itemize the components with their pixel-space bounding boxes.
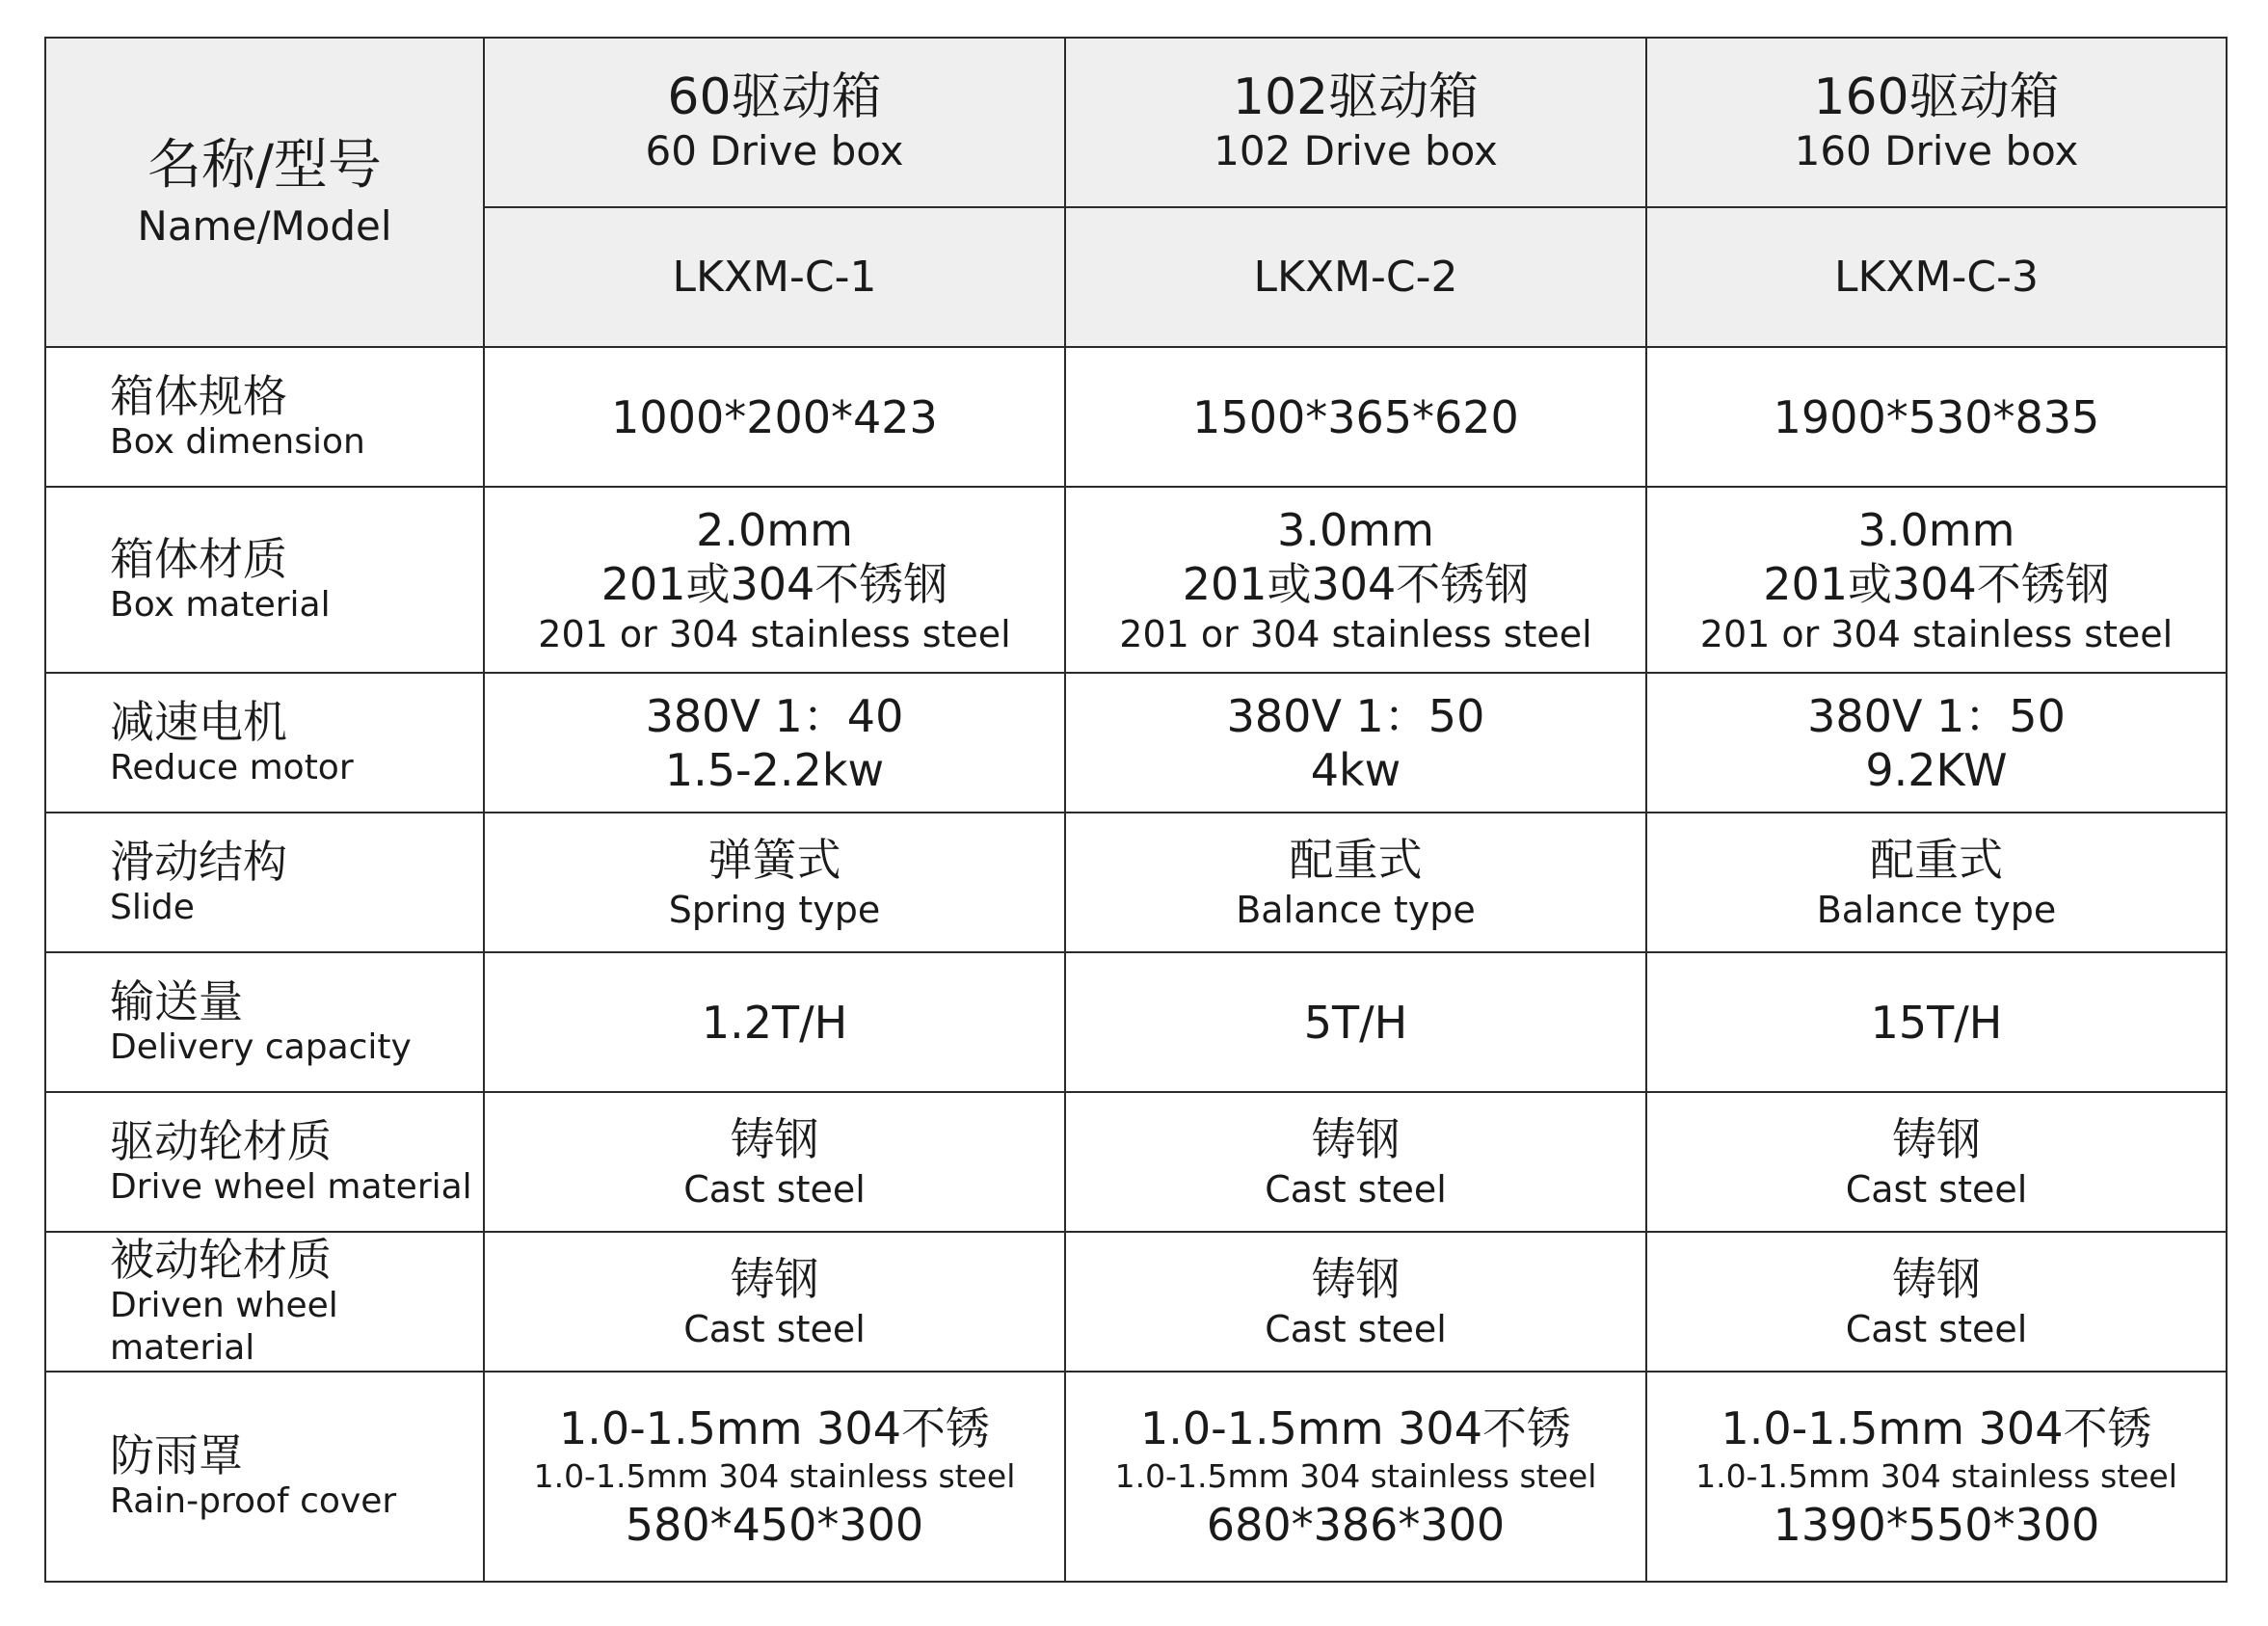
slide-type-en: Balance type bbox=[1236, 888, 1476, 931]
row-label bbox=[45, 1232, 484, 1372]
column-header-60 bbox=[484, 38, 1065, 207]
spec-table bbox=[44, 37, 2228, 1583]
wheel-material-zh: 铸钢 bbox=[1892, 1112, 1981, 1165]
model-code-cell bbox=[1065, 207, 1646, 347]
model-code: LKXM-C-1 bbox=[672, 252, 877, 302]
motor-power: 9.2KW bbox=[1865, 743, 2008, 796]
value-cell bbox=[1065, 347, 1646, 487]
value-cell bbox=[484, 813, 1065, 952]
wheel-material-zh: 铸钢 bbox=[1311, 1112, 1401, 1165]
slide-type-en: Balance type bbox=[1816, 888, 2057, 931]
row-slide bbox=[45, 813, 2227, 952]
material-en: 201 or 304 stainless steel bbox=[1699, 612, 2174, 655]
value-cell bbox=[484, 487, 1065, 673]
column-title-en: 160 Drive box bbox=[1794, 127, 2079, 174]
value-cell bbox=[484, 952, 1065, 1092]
row-label bbox=[45, 347, 484, 487]
row-label-en: Delivery capacity bbox=[110, 1026, 412, 1067]
header-row-names bbox=[45, 38, 2227, 207]
row-reduce-motor bbox=[45, 673, 2227, 813]
slide-type-zh: 配重式 bbox=[1870, 833, 2003, 886]
material-en: 201 or 304 stainless steel bbox=[538, 612, 1011, 655]
motor-power: 4kw bbox=[1310, 743, 1401, 796]
cover-material-en: 1.0-1.5mm 304 stainless steel bbox=[533, 1457, 1016, 1495]
wheel-material-zh: 铸钢 bbox=[730, 1112, 819, 1165]
value-cell bbox=[1646, 487, 2227, 673]
row-label-en: Box dimension bbox=[110, 421, 365, 462]
box-dimension-value: 1500*365*620 bbox=[1192, 390, 1519, 443]
value-cell bbox=[484, 673, 1065, 813]
cover-size: 1390*550*300 bbox=[1773, 1499, 2100, 1551]
motor-spec: 380V 1：40 bbox=[645, 689, 904, 742]
row-label-zh: 滑动结构 bbox=[110, 835, 287, 888]
slide-type-en: Spring type bbox=[668, 888, 881, 931]
row-label bbox=[45, 952, 484, 1092]
slide-type-zh: 弹簧式 bbox=[707, 833, 841, 886]
row-label-zh: 减速电机 bbox=[110, 695, 287, 748]
name-model-header bbox=[45, 38, 484, 347]
value-cell bbox=[1646, 1092, 2227, 1232]
model-code-cell bbox=[1646, 207, 2227, 347]
cover-material-en: 1.0-1.5mm 304 stainless steel bbox=[1114, 1457, 1597, 1495]
wheel-material-zh: 铸钢 bbox=[1311, 1252, 1401, 1305]
row-label-en: Slide bbox=[110, 887, 195, 927]
wheel-material-en: Cast steel bbox=[1845, 1307, 2028, 1350]
value-cell bbox=[1646, 1372, 2227, 1582]
row-delivery-capacity bbox=[45, 952, 2227, 1092]
cover-material-zh: 1.0-1.5mm 304不锈 bbox=[559, 1402, 990, 1454]
column-header-160 bbox=[1646, 38, 2227, 207]
material-zh: 201或304不锈钢 bbox=[1182, 557, 1530, 610]
motor-spec: 380V 1：50 bbox=[1807, 689, 2066, 742]
model-code: LKXM-C-3 bbox=[1834, 252, 2039, 302]
wheel-material-zh: 铸钢 bbox=[1892, 1252, 1981, 1305]
row-label bbox=[45, 813, 484, 952]
value-cell bbox=[1646, 673, 2227, 813]
row-label-zh: 驱动轮材质 bbox=[110, 1114, 332, 1167]
value-cell bbox=[1065, 673, 1646, 813]
row-label-en: Reduce motor bbox=[110, 747, 354, 787]
value-cell bbox=[484, 1092, 1065, 1232]
row-box-dimension bbox=[45, 347, 2227, 487]
row-label-en: Driven wheel material bbox=[110, 1285, 338, 1368]
cover-size: 680*386*300 bbox=[1206, 1499, 1506, 1551]
cover-material-en: 1.0-1.5mm 304 stainless steel bbox=[1695, 1457, 2177, 1495]
column-title-en: 102 Drive box bbox=[1214, 127, 1498, 174]
cover-material-zh: 1.0-1.5mm 304不锈 bbox=[1140, 1402, 1571, 1454]
material-en: 201 or 304 stainless steel bbox=[1119, 612, 1592, 655]
wheel-material-en: Cast steel bbox=[1845, 1167, 2028, 1211]
column-title-en: 60 Drive box bbox=[645, 127, 904, 174]
cover-material-zh: 1.0-1.5mm 304不锈 bbox=[1721, 1402, 2152, 1454]
row-label-zh: 箱体材质 bbox=[110, 532, 287, 585]
capacity-value: 1.2T/H bbox=[701, 996, 848, 1049]
cover-size: 580*450*300 bbox=[625, 1499, 924, 1551]
capacity-value: 5T/H bbox=[1303, 996, 1408, 1049]
row-rain-cover bbox=[45, 1372, 2227, 1582]
wheel-material-en: Cast steel bbox=[683, 1307, 866, 1350]
row-label bbox=[45, 1092, 484, 1232]
material-zh: 201或304不锈钢 bbox=[1763, 557, 2110, 610]
value-cell bbox=[1646, 347, 2227, 487]
value-cell bbox=[1065, 487, 1646, 673]
wheel-material-en: Cast steel bbox=[1265, 1307, 1447, 1350]
row-label bbox=[45, 1372, 484, 1582]
value-cell bbox=[484, 347, 1065, 487]
value-cell bbox=[1065, 1372, 1646, 1582]
value-cell bbox=[1065, 952, 1646, 1092]
box-dimension-value: 1000*200*423 bbox=[611, 390, 938, 443]
value-cell bbox=[1646, 813, 2227, 952]
row-label-en: Box material bbox=[110, 584, 331, 625]
value-cell bbox=[1646, 1232, 2227, 1372]
row-driven-wheel bbox=[45, 1232, 2227, 1372]
column-title-zh: 102驱动箱 bbox=[1232, 68, 1480, 126]
column-header-102 bbox=[1065, 38, 1646, 207]
thickness-value: 3.0mm bbox=[1277, 503, 1434, 556]
value-cell bbox=[484, 1372, 1065, 1582]
value-cell bbox=[1065, 813, 1646, 952]
wheel-material-en: Cast steel bbox=[1265, 1167, 1447, 1211]
column-title-zh: 60驱动箱 bbox=[667, 68, 882, 126]
row-label-en: Rain-proof cover bbox=[110, 1481, 397, 1521]
row-box-material bbox=[45, 487, 2227, 673]
wheel-material-zh: 铸钢 bbox=[730, 1252, 819, 1305]
motor-power: 1.5-2.2kw bbox=[664, 743, 885, 796]
thickness-value: 3.0mm bbox=[1857, 503, 2015, 556]
value-cell bbox=[1065, 1232, 1646, 1372]
value-cell bbox=[1065, 1092, 1646, 1232]
row-label-zh: 被动轮材质 bbox=[110, 1233, 332, 1286]
box-dimension-value: 1900*530*835 bbox=[1773, 390, 2100, 443]
material-zh: 201或304不锈钢 bbox=[600, 557, 948, 610]
model-code: LKXM-C-2 bbox=[1253, 252, 1458, 302]
row-label bbox=[45, 673, 484, 813]
thickness-value: 2.0mm bbox=[696, 503, 853, 556]
slide-type-zh: 配重式 bbox=[1289, 833, 1423, 886]
name-model-en: Name/Model bbox=[137, 201, 392, 250]
row-drive-wheel bbox=[45, 1092, 2227, 1232]
name-model-zh: 名称/型号 bbox=[147, 133, 382, 197]
value-cell bbox=[1646, 952, 2227, 1092]
row-label-zh: 防雨罩 bbox=[110, 1429, 243, 1481]
column-title-zh: 160驱动箱 bbox=[1813, 68, 2060, 126]
wheel-material-en: Cast steel bbox=[683, 1167, 866, 1211]
motor-spec: 380V 1：50 bbox=[1226, 689, 1485, 742]
row-label bbox=[45, 487, 484, 673]
row-label-en: Drive wheel material bbox=[110, 1166, 472, 1207]
row-label-zh: 输送量 bbox=[110, 974, 243, 1027]
capacity-value: 15T/H bbox=[1870, 996, 2003, 1049]
value-cell bbox=[484, 1232, 1065, 1372]
model-code-cell bbox=[484, 207, 1065, 347]
row-label-zh: 箱体规格 bbox=[110, 369, 287, 422]
